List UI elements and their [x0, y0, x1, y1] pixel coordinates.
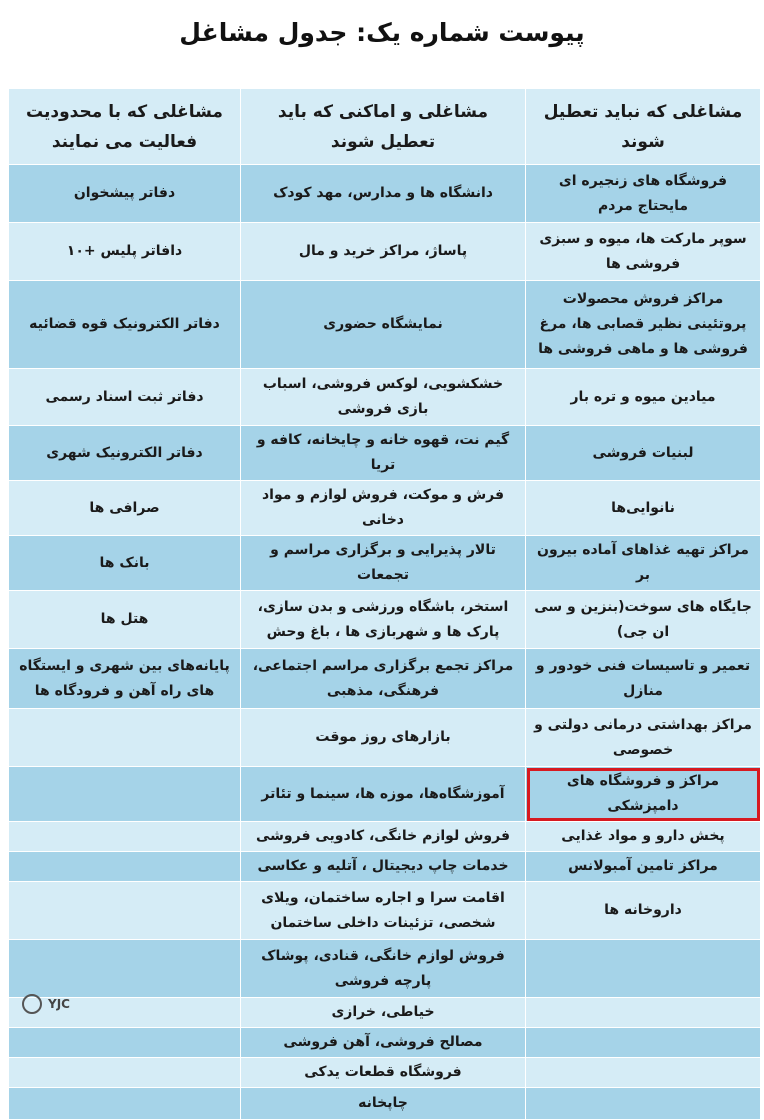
cell-limited: هتل ها [9, 591, 241, 649]
table-row [9, 281, 761, 369]
table-row [9, 426, 761, 481]
cell-limited [9, 767, 241, 822]
cell-essential: داروخانه ها [526, 882, 761, 940]
cell-limited: دافاتر پلیس +۱۰ [9, 223, 241, 281]
cell-limited [9, 852, 241, 882]
cell-closed: فروش لوازم خانگی، کادویی فروشی [241, 822, 526, 852]
header-limited-jobs: مشاغلی که با محدودیت فعالیت می نمایند [9, 89, 241, 165]
cell-limited [9, 709, 241, 767]
cell-limited: پایانه‌های بین شهری و ایستگاه های راه آهن و فرودگاه ها [9, 649, 241, 709]
table-row [9, 1088, 761, 1120]
cell-closed: استخر، باشگاه ورزشی و بدن سازی، پارک ها و شهربازی ها ، باغ وحش [241, 591, 526, 649]
cell-essential: لبنیات فروشی [526, 426, 761, 481]
table-row [9, 709, 761, 767]
watermark-text: YJC [48, 997, 70, 1011]
cell-limited [9, 1088, 241, 1120]
cell-essential: مراکز بهداشتی درمانی دولتی و خصوصی [526, 709, 761, 767]
table-row [9, 940, 761, 998]
cell-closed: بازارهای روز موقت [241, 709, 526, 767]
cell-essential-highlighted: مراکز و فروشگاه های دامپزشکی [526, 767, 761, 822]
cell-closed: آموزشگاه‌ها، موزه ها، سینما و تئاتر [241, 767, 526, 822]
cell-essential: جایگاه های سوخت(بنزین و سی ان جی) [526, 591, 761, 649]
cell-closed: دانشگاه ها و مدارس، مهد کودک [241, 165, 526, 223]
cell-closed: فروشگاه قطعات یدکی [241, 1058, 526, 1088]
cell-closed: خشکشویی، لوکس فروشی، اسباب بازی فروشی [241, 369, 526, 426]
cell-limited [9, 1028, 241, 1058]
cell-limited: دفاتر الکترونیک شهری [9, 426, 241, 481]
cell-essential: پخش دارو و مواد غذایی [526, 822, 761, 852]
watermark [22, 994, 70, 1014]
jobs-table [8, 88, 761, 1120]
cell-limited: دفاتر الکترونیک قوه قضائیه [9, 281, 241, 369]
cell-essential: مراکز فروش محصولات پروتئینی نظیر قصابی ها، مرغ فروشی ها و ماهی فروشی ها [526, 281, 761, 369]
cell-essential: نانوایی‌ها [526, 481, 761, 536]
cell-limited [9, 882, 241, 940]
table-row [9, 1028, 761, 1058]
table-row [9, 1058, 761, 1088]
table-row [9, 223, 761, 281]
table-header-row [9, 89, 761, 165]
header-essential-jobs: مشاغلی که نباید تعطیل شوند [526, 89, 761, 165]
table-row [9, 165, 761, 223]
cell-essential: سوپر مارکت ها، میوه و سبزی فروشی ها [526, 223, 761, 281]
cell-closed: اقامت سرا و اجاره ساختمان، ویلای شخصی، تزئینات داخلی ساختمان [241, 882, 526, 940]
cell-essential: مراکز تامین آمبولانس [526, 852, 761, 882]
cell-essential: فروشگاه های زنجیره ای مایحتاج مردم [526, 165, 761, 223]
cell-limited [9, 822, 241, 852]
table-row [9, 649, 761, 709]
cell-essential [526, 1058, 761, 1088]
cell-closed: فروش لوازم خانگی، قنادی، پوشاک پارچه فروشی [241, 940, 526, 998]
cell-essential [526, 1088, 761, 1120]
table-row [9, 767, 761, 822]
cell-limited [9, 1058, 241, 1088]
cell-limited: دفاتر پیشخوان [9, 165, 241, 223]
cell-closed: مصالح فروشی، آهن فروشی [241, 1028, 526, 1058]
cell-closed: پاساژ، مراکز خرید و مال [241, 223, 526, 281]
table-row [9, 998, 761, 1028]
cell-closed: تالار پذیرایی و برگزاری مراسم و تجمعات [241, 536, 526, 591]
cell-limited: بانک ها [9, 536, 241, 591]
cell-closed: خدمات چاپ دیجیتال ، آتلیه و عکاسی [241, 852, 526, 882]
cell-essential: تعمیر و تاسیسات فنی خودور و منازل [526, 649, 761, 709]
cell-closed: خیاطی، خرازی [241, 998, 526, 1028]
cell-essential [526, 940, 761, 998]
cell-limited: صرافی ها [9, 481, 241, 536]
cell-limited: دفاتر ثبت اسناد رسمی [9, 369, 241, 426]
table-row [9, 536, 761, 591]
table-row [9, 591, 761, 649]
cell-closed: گیم نت، قهوه خانه و چایخانه، کافه و تریا [241, 426, 526, 481]
page-title: پیوست شماره یک: جدول مشاغل [179, 18, 585, 47]
table-row [9, 852, 761, 882]
yjc-logo-icon [22, 994, 42, 1014]
cell-closed: چاپخانه [241, 1088, 526, 1120]
cell-essential: میادین میوه و تره بار [526, 369, 761, 426]
table-row [9, 822, 761, 852]
cell-closed: نمایشگاه حضوری [241, 281, 526, 369]
table-row [9, 882, 761, 940]
header-closed-jobs: مشاغلی و اماکنی که باید تعطیل شوند [241, 89, 526, 165]
table-row [9, 481, 761, 536]
cell-essential [526, 998, 761, 1028]
table-row [9, 369, 761, 426]
cell-essential [526, 1028, 761, 1058]
cell-limited [9, 940, 241, 998]
cell-closed: مراکز تجمع برگزاری مراسم اجتماعی، فرهنگی، مذهبی [241, 649, 526, 709]
cell-closed: فرش و موکت، فروش لوازم و مواد دخانی [241, 481, 526, 536]
cell-essential: مراکز تهیه غذاهای آماده بیرون بر [526, 536, 761, 591]
